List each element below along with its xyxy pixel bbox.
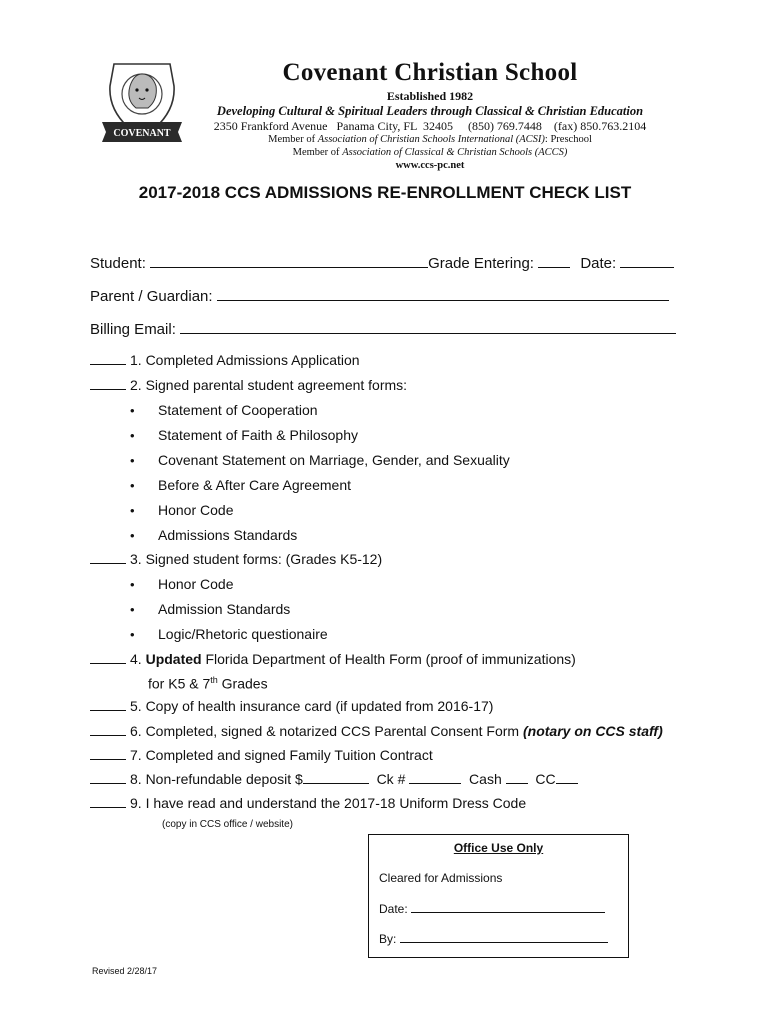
bullet-icon: • (130, 602, 135, 617)
school-address: 2350 Frankford Avenue Panama City, FL 32405 (850) 769.7448 (fax) 850.763.2104 (213, 119, 647, 133)
checklist-item-9: 9. I have read and understand the 2017-18 Uniform Dress Code (90, 795, 526, 811)
student-label: Student: (90, 255, 146, 272)
established-line: Established 1982 (386, 89, 474, 103)
bullet-icon: • (130, 577, 135, 592)
bullet-item: • Statement of Cooperation (130, 402, 318, 418)
office-use-box (368, 834, 629, 958)
parent-field-row (90, 286, 669, 305)
cc-blank[interactable] (556, 771, 578, 784)
bullet-icon: • (130, 528, 135, 543)
bullet-item: • Admission Standards (130, 601, 291, 617)
deposit-amount-blank[interactable] (303, 771, 369, 784)
check-blank[interactable] (90, 551, 126, 564)
checklist-item-7: 7. Completed and signed Family Tuition Contract (90, 747, 433, 763)
parent-guardian-blank[interactable] (217, 286, 669, 301)
bullet-icon: • (130, 453, 135, 468)
school-name: Covenant Christian School (282, 59, 578, 86)
billing-email-label: Billing Email: (90, 321, 176, 338)
date-label: Date: (580, 255, 617, 272)
office-use-title: Office Use Only (453, 841, 544, 855)
billing-email-blank[interactable] (180, 319, 676, 334)
date-blank[interactable] (620, 253, 674, 268)
check-blank[interactable] (90, 352, 126, 365)
bullet-icon: • (130, 478, 135, 493)
check-number-blank[interactable] (409, 771, 461, 784)
office-by-row: By: (379, 931, 608, 946)
checklist-item-1: 1. Completed Admissions Application (90, 352, 360, 368)
checklist-item-3: 3. Signed student forms: (Grades K5-12) (90, 551, 382, 567)
check-blank[interactable] (90, 795, 126, 808)
checklist-item-2: 2. Signed parental student agreement forms: (90, 377, 407, 393)
bullet-icon: • (130, 627, 135, 642)
office-by-blank[interactable] (400, 931, 608, 943)
school-tagline: Developing Cultural & Spiritual Leaders through Classical & Christian Education (216, 104, 644, 118)
check-blank[interactable] (90, 747, 126, 760)
bullet-item: • Honor Code (130, 576, 234, 592)
bullet-item: • Covenant Statement on Marriage, Gender, and Sexuality (130, 452, 510, 468)
bullet-item: • Honor Code (130, 502, 234, 518)
check-blank[interactable] (90, 698, 126, 711)
parent-guardian-label: Parent / Guardian: (90, 288, 213, 305)
office-date-row: Date: (379, 901, 605, 916)
letterhead (185, 58, 675, 172)
bullet-item: • Before & After Care Agreement (130, 477, 351, 493)
billing-field-row (90, 319, 676, 338)
grade-entering-label: Grade Entering: (428, 255, 534, 272)
checklist-item-4-continued: for K5 & 7th Grades (148, 675, 268, 692)
bullet-item: • Admissions Standards (130, 527, 298, 543)
grade-entering-blank[interactable] (538, 253, 570, 268)
school-crest-logo (100, 56, 184, 148)
cash-blank[interactable] (506, 771, 528, 784)
dress-code-note: (copy in CCS office / website) (162, 819, 293, 830)
school-website: www.ccs-pc.net (395, 160, 465, 171)
revised-date: Revised 2/28/17 (92, 966, 158, 976)
membership-acsi: Member of Association of Christian Schools International (ACSI): Preschool (268, 134, 592, 145)
membership-accs: Member of Association of Classical & Christian Schools (ACCS) (292, 147, 568, 158)
checklist-item-6: 6. Completed, signed & notarized CCS Parental Consent Form (notary on CCS staff) (90, 723, 663, 739)
bullet-icon: • (130, 428, 135, 443)
check-blank[interactable] (90, 771, 126, 784)
bullet-icon: • (130, 403, 135, 418)
student-field-row (90, 253, 674, 272)
check-blank[interactable] (90, 377, 126, 390)
bullet-item: • Statement of Faith & Philosophy (130, 427, 358, 443)
check-blank[interactable] (90, 723, 126, 736)
cleared-for-admissions: Cleared for Admissions (379, 871, 503, 885)
checklist-item-4: 4. Updated Florida Department of Health Form (proof of immunizations) (90, 651, 576, 667)
student-blank[interactable] (150, 253, 428, 268)
crest-banner-text: COVENANT (113, 128, 171, 139)
office-date-blank[interactable] (411, 901, 605, 913)
bullet-item: • Logic/Rhetoric questionaire (130, 626, 328, 642)
checklist-item-8: 8. Non-refundable deposit $ Ck # Cash CC (90, 771, 578, 787)
bullet-icon: • (130, 503, 135, 518)
checklist-item-5: 5. Copy of health insurance card (if updated from 2016-17) (90, 698, 493, 714)
page-title: 2017-2018 CCS ADMISSIONS RE-ENROLLMENT CHECK LIST (138, 183, 632, 202)
check-blank[interactable] (90, 651, 126, 664)
